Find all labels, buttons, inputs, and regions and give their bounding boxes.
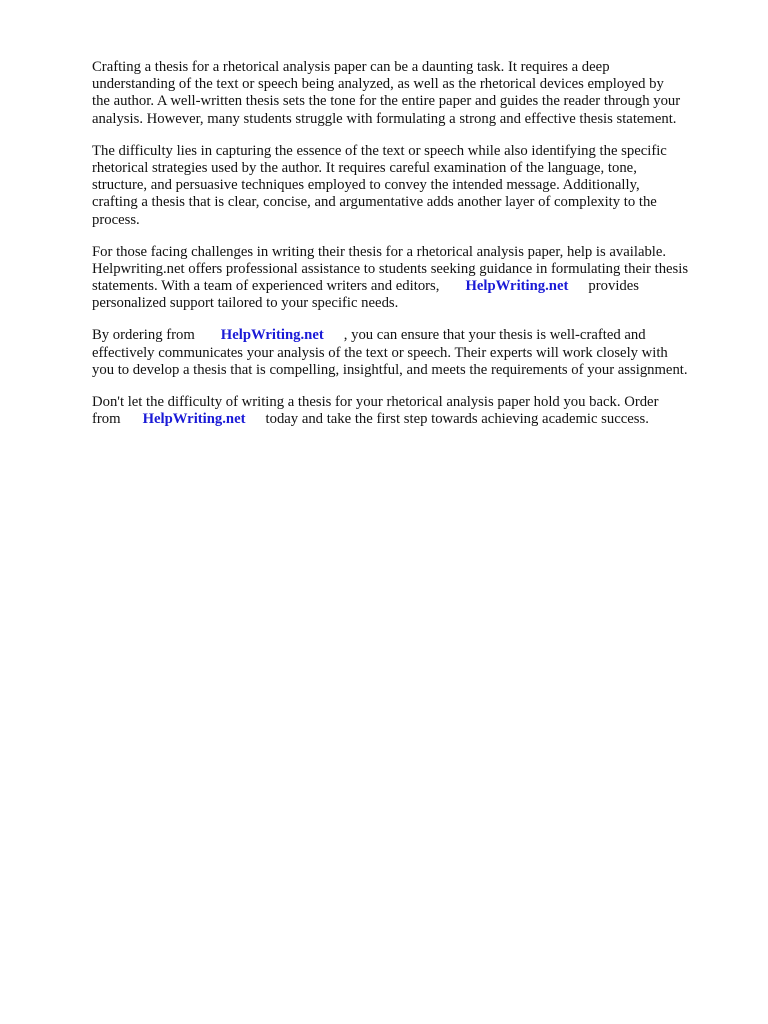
text-segment: , you can ensure that your thesis is well-crafted and bbox=[343, 327, 646, 344]
text-line: Helpwriting.net offers professional assistance to students seeking guidance in formulating their thesis bbox=[92, 260, 689, 277]
paragraph-ordering bbox=[92, 327, 732, 379]
paragraph-closing bbox=[92, 394, 732, 428]
text-line: process. bbox=[92, 211, 140, 228]
text-segment: provides bbox=[588, 278, 639, 295]
text-line: rhetorical strategies used by the author. It requires careful examination of the language, tone, bbox=[92, 159, 637, 176]
text-line: For those facing challenges in writing their thesis for a rhetorical analysis paper, help is available. bbox=[92, 243, 667, 260]
text-line: Crafting a thesis for a rhetorical analysis paper can be a daunting task. It requires a deep bbox=[92, 59, 610, 75]
text-line-with-link bbox=[92, 278, 732, 295]
helpwriting-link[interactable]: HelpWriting.net bbox=[142, 411, 246, 428]
text-segment: today and take the first step towards achieving academic success. bbox=[265, 411, 649, 428]
text-segment: statements. With a team of experienced writers and editors, bbox=[92, 278, 440, 295]
text-line: effectively communicates your analysis of the text or speech. Their experts will work closely with bbox=[92, 344, 668, 361]
document-body bbox=[92, 59, 732, 443]
paragraph-difficulty bbox=[92, 143, 732, 229]
text-line-with-link bbox=[92, 411, 732, 428]
text-line: structure, and persuasive techniques employed to convey the intended message. Additionally, bbox=[92, 177, 640, 194]
text-line: understanding of the text or speech being analyzed, as well as the rhetorical devices employed by bbox=[92, 76, 664, 93]
helpwriting-link[interactable]: HelpWriting.net bbox=[220, 327, 324, 344]
text-line: crafting a thesis that is clear, concise, and argumentative adds another layer of complexity to the bbox=[92, 194, 657, 211]
text-line: Don't let the difficulty of writing a thesis for your rhetorical analysis paper hold you back. Order bbox=[92, 394, 659, 410]
text-line: you to develop a thesis that is compelling, insightful, and meets the requirements of your assignment. bbox=[92, 361, 688, 378]
text-line: personalized support tailored to your specific needs. bbox=[92, 295, 399, 312]
text-line-with-link bbox=[92, 327, 732, 344]
text-segment: from bbox=[92, 411, 121, 428]
text-line: The difficulty lies in capturing the essence of the text or speech while also identifying the specific bbox=[92, 142, 667, 159]
paragraph-help bbox=[92, 244, 732, 313]
helpwriting-link[interactable]: HelpWriting.net bbox=[465, 278, 569, 295]
text-line: the author. A well-written thesis sets the tone for the entire paper and guides the reader through your bbox=[92, 93, 681, 110]
paragraph-intro bbox=[92, 59, 732, 128]
text-segment: By ordering from bbox=[92, 327, 195, 344]
text-line: analysis. However, many students struggle with formulating a strong and effective thesis statement. bbox=[92, 110, 677, 127]
